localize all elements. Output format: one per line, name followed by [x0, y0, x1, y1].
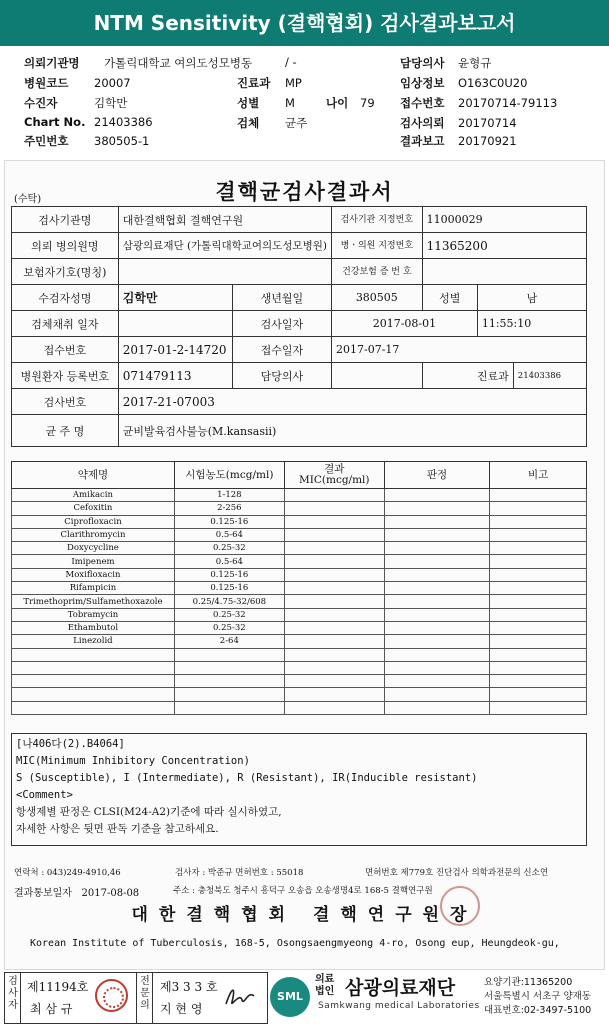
request-date-value: 20170714 [458, 116, 517, 130]
patient-info-table [11, 206, 587, 447]
strain-label: 균 주 명 [12, 415, 119, 447]
drug-row [12, 661, 587, 674]
drug-range: 0.125-16 [174, 568, 284, 581]
note-line: 자세한 사항은 뒷면 판독 기준을 참고하세요. [16, 823, 219, 835]
drug-row [12, 582, 587, 595]
exam-code-label: 검사기관 지정번호 [332, 207, 423, 233]
strain-value: 균비발육검사불능(M.kansasii) [118, 415, 586, 447]
report-date-label: 결과보고 [400, 134, 445, 148]
doctor-label: 담당의사 [400, 56, 445, 70]
insurance-value [118, 259, 331, 285]
drug-name: Amikacin [12, 489, 175, 502]
req-org-value: 삼광의료재단 (가톨릭대학교여의도성모병원) [118, 233, 331, 259]
examiner-no: 제11194호 [27, 980, 89, 994]
drug-mic [284, 542, 384, 555]
clinical-info-label: 임상정보 [400, 76, 445, 90]
receipt-no-label: 접수번호 [400, 96, 445, 110]
exam-org-value: 대한결핵협회 결핵연구원 [118, 207, 331, 233]
drug-col-header: 약제명 [12, 462, 175, 489]
drug-judge [384, 568, 490, 581]
reg-no-label: 병원환자 등록번호 [12, 363, 119, 389]
note-line: [나406다(2).B4064] [16, 738, 125, 750]
drug-note [490, 515, 587, 528]
drug-row [12, 595, 587, 608]
dept-label: 진료과 [237, 76, 271, 90]
drug-note [490, 635, 587, 648]
note-line: <Comment> [16, 789, 73, 801]
drug-range: 0.25/4.75-32/608 [174, 595, 284, 608]
org-suffix: / - [285, 55, 297, 69]
clinical-info-value: O163C0U20 [458, 76, 528, 90]
req-org-label: 의뢰 병의원명 [12, 233, 119, 259]
drug-range: 0.5-64 [174, 528, 284, 541]
drug-name [12, 688, 175, 701]
doctor-value: 윤형규 [458, 56, 492, 70]
test-no-label: 검사번호 [12, 389, 119, 415]
drug-name [12, 701, 175, 714]
drug-row [12, 635, 587, 648]
specimen-value: 균주 [285, 116, 308, 130]
drug-note [490, 621, 587, 634]
chart-no-label: Chart No. [24, 115, 86, 129]
drug-mic [284, 568, 384, 581]
drug-row [12, 621, 587, 634]
drug-name: Ethambutol [12, 621, 175, 634]
drug-name [12, 675, 175, 688]
test-time-value: 11:55:10 [477, 311, 586, 337]
health-card-value [422, 259, 586, 285]
org-label: 의뢰기관명 [24, 56, 80, 70]
drug-mic [284, 661, 384, 674]
doctor-doc-label: 담당의사 [232, 363, 331, 389]
lab-corp-label [315, 974, 334, 998]
divider [152, 972, 153, 1024]
resident-no-value: 380505-1 [94, 134, 150, 148]
lab-info-address: 서울특별시 서초구 양재동 [484, 991, 591, 1002]
drug-judge [384, 621, 490, 634]
report-title-banner: NTM Sensitivity (결핵협회) 검사결과보고서 [0, 0, 609, 46]
consignment-tag: (수탁) [14, 194, 42, 205]
drug-judge [384, 489, 490, 502]
drug-row [12, 675, 587, 688]
drug-range: 2-64 [174, 635, 284, 648]
drug-mic [284, 635, 384, 648]
test-date-value: 2017-08-01 [332, 311, 478, 337]
drug-note [490, 608, 587, 621]
drug-note [490, 595, 587, 608]
drug-mic [284, 555, 384, 568]
drug-name: Ciprofloxacin [12, 515, 175, 528]
drug-name: Trimethoprim/Sulfamethoxazole [12, 595, 175, 608]
drug-row [12, 555, 587, 568]
test-no-value: 2017-21-07003 [118, 389, 586, 415]
contact-line: 연락처 : 043)249-4910,46 [14, 868, 121, 878]
hospital-code-label: 병원코드 [24, 76, 69, 90]
recv-date-label: 접수일자 [232, 337, 331, 363]
sex-label: 성별 [237, 96, 260, 110]
drug-note [490, 568, 587, 581]
judge-col-header: 판정 [384, 462, 490, 489]
drug-judge [384, 661, 490, 674]
drug-mic [284, 595, 384, 608]
drug-range [174, 648, 284, 661]
drug-row [12, 608, 587, 621]
drug-mic [284, 675, 384, 688]
report-date-value: 20170921 [458, 134, 517, 148]
lab-name-en: Samkwang medical Laboratories [318, 1001, 480, 1011]
drug-judge [384, 515, 490, 528]
drug-judge [384, 555, 490, 568]
drug-note [490, 661, 587, 674]
lab-corp-label-1: 의료 [315, 974, 335, 985]
age-value: 79 [360, 96, 375, 110]
drug-note [490, 528, 587, 541]
drug-sensitivity-table [11, 461, 587, 715]
drug-mic [284, 502, 384, 515]
drug-row [12, 515, 587, 528]
drug-row [12, 688, 587, 701]
age-label: 나이 [326, 96, 349, 110]
institute-address-en: Korean Institute of Tuberculosis, 168-5, Osongsaengmyeong 4-ro, Osong eup, Heungdeok-gu, [30, 938, 560, 949]
drug-mic [284, 528, 384, 541]
request-date-label: 검사의뢰 [400, 116, 445, 130]
lab-corp-label-2: 법인 [315, 986, 335, 997]
drug-name: Cefoxitin [12, 502, 175, 515]
drug-note [490, 701, 587, 714]
report-date-doc-label: 결과통보일자 [14, 888, 72, 899]
drug-row [12, 542, 587, 555]
drug-range [174, 701, 284, 714]
report-date-line [14, 884, 139, 899]
specialist-signature [222, 982, 258, 1012]
drug-row [12, 489, 587, 502]
drug-judge [384, 595, 490, 608]
drug-mic [284, 608, 384, 621]
drug-note [490, 502, 587, 515]
drug-judge [384, 608, 490, 621]
drug-judge [384, 542, 490, 555]
lab-info-code: 요양기관:11365200 [484, 977, 573, 988]
drug-note [490, 675, 587, 688]
doctor-doc-value [332, 363, 423, 389]
specimen-label: 검체 [237, 116, 260, 130]
exam-org-label: 검사기관명 [12, 207, 119, 233]
drug-note [490, 648, 587, 661]
drug-mic [284, 515, 384, 528]
specialist-name: 지 현 영 [160, 1002, 203, 1016]
lab-name: 삼광의료재단 [345, 977, 456, 999]
exam-code-value: 11000029 [422, 207, 586, 233]
hospital-code-value: 20007 [94, 76, 131, 90]
drug-name: Rifampicin [12, 582, 175, 595]
reg-no-value: 071479113 [118, 363, 232, 389]
resident-no-label: 주민번호 [24, 134, 69, 148]
drug-name: Tobramycin [12, 608, 175, 621]
drug-range [174, 675, 284, 688]
drug-name: Linezolid [12, 635, 175, 648]
chart-no-value: 21403386 [94, 115, 153, 129]
drug-row [12, 502, 587, 515]
drug-range [174, 661, 284, 674]
drug-mic [284, 648, 384, 661]
drug-mic [284, 688, 384, 701]
patient-label: 수진자 [24, 96, 58, 110]
dept-doc-label: 진료과 [422, 363, 513, 389]
examiner-seal [95, 979, 128, 1012]
drug-mic [284, 582, 384, 595]
drug-range: 0.125-16 [174, 582, 284, 595]
dept-doc-value: 21403386 [513, 363, 586, 389]
drug-mic [284, 489, 384, 502]
drug-judge [384, 701, 490, 714]
patient-name-label: 수검자성명 [12, 285, 119, 311]
drug-name: Clarithromycin [12, 528, 175, 541]
recv-no-label: 접수번호 [12, 337, 119, 363]
test-date-label: 검사일자 [232, 311, 331, 337]
drug-judge [384, 502, 490, 515]
drug-judge [384, 528, 490, 541]
birth-value: 380505 [332, 285, 423, 311]
drug-row [12, 528, 587, 541]
drug-judge [384, 688, 490, 701]
drug-range: 0.125-16 [174, 515, 284, 528]
dept-value: MP [285, 76, 302, 90]
sex-value: M [285, 96, 295, 110]
drug-range: 2-256 [174, 502, 284, 515]
examiner-vertical-label: 검사자 [8, 976, 18, 1011]
patient-name-value: 김학만 [118, 285, 232, 311]
note-line: 항생제별 판정은 CLSI(M24-A2)기준에 따라 실시하였고, [16, 806, 282, 818]
sex-doc-label: 성별 [422, 285, 477, 311]
insurance-label: 보험자기호(명칭) [12, 259, 119, 285]
sex-doc-value: 남 [477, 285, 586, 311]
drug-name: Moxifloxacin [12, 568, 175, 581]
note-line: MIC(Minimum Inhibitory Concentration) [16, 755, 250, 767]
drug-range: 0.5-64 [174, 555, 284, 568]
drug-name [12, 661, 175, 674]
document-title: 결핵균검사결과서 [215, 179, 394, 204]
req-code-value: 11365200 [422, 233, 586, 259]
recv-no-value: 2017-01-2-14720 [118, 337, 232, 363]
drug-row [12, 648, 587, 661]
notes-box [11, 733, 587, 846]
drug-mic [284, 621, 384, 634]
drug-name [12, 648, 175, 661]
drug-note [490, 555, 587, 568]
examiner-name: 최 삼 규 [30, 1002, 73, 1016]
license-line: 면허번호 제779호 진단검사 의학과전문의 신소연 [365, 868, 549, 878]
divider [20, 972, 21, 1024]
specialist-vertical-label: 전문의 [140, 976, 150, 1011]
health-card-label: 건강보험 증 번 호 [332, 259, 423, 285]
address-line: 주소 : 충청북도 청주시 흥덕구 오송읍 오송생명4로 168-5 결핵연구원 [173, 886, 433, 896]
drug-name: Imipenem [12, 555, 175, 568]
institute-stamp [440, 886, 480, 926]
report-date-doc-value: 2017-08-08 [81, 888, 140, 899]
collect-date-label: 검체채취 일자 [12, 311, 119, 337]
collect-date-value [118, 311, 232, 337]
patient-value: 김학만 [94, 96, 128, 110]
note-col-header: 비고 [490, 462, 587, 489]
drug-range: 1-128 [174, 489, 284, 502]
examiner-line: 검사자 : 박준규 면허번호 : 55018 [175, 868, 304, 878]
drug-range [174, 688, 284, 701]
recv-date-value: 2017-07-17 [332, 337, 587, 363]
drug-row [12, 568, 587, 581]
birth-label: 생년월일 [232, 285, 331, 311]
specialist-no: 제3 3 3 호 [160, 980, 218, 994]
mic-col-header: 결과 MIC(mcg/ml) [284, 462, 384, 489]
drug-judge [384, 675, 490, 688]
receipt-no-value: 20170714-79113 [458, 96, 558, 110]
drug-judge [384, 648, 490, 661]
drug-row [12, 701, 587, 714]
drug-note [490, 489, 587, 502]
drug-note [490, 582, 587, 595]
drug-name: Doxycycline [12, 542, 175, 555]
drug-judge [384, 582, 490, 595]
drug-note [490, 542, 587, 555]
drug-note [490, 688, 587, 701]
drug-range: 0.25-32 [174, 608, 284, 621]
sml-logo: SML [270, 977, 310, 1017]
institute-name: 대한결핵협회 결핵연구원장 [131, 905, 478, 925]
drug-range: 0.25-32 [174, 621, 284, 634]
lab-info-phone: 대표번호:02-3497-5100 [484, 1005, 592, 1016]
org-value: 가톨릭대학교 여의도성모병동 [104, 56, 253, 70]
drug-range: 0.25-32 [174, 542, 284, 555]
req-code-label: 병ㆍ의원 지정번호 [332, 233, 423, 259]
note-line: S (Susceptible), I (Intermediate), R (Resistant), IR(Inducible resistant) [16, 772, 478, 784]
drug-judge [384, 635, 490, 648]
divider [136, 972, 137, 1024]
range-col-header: 시험농도(mcg/ml) [174, 462, 284, 489]
drug-mic [284, 701, 384, 714]
